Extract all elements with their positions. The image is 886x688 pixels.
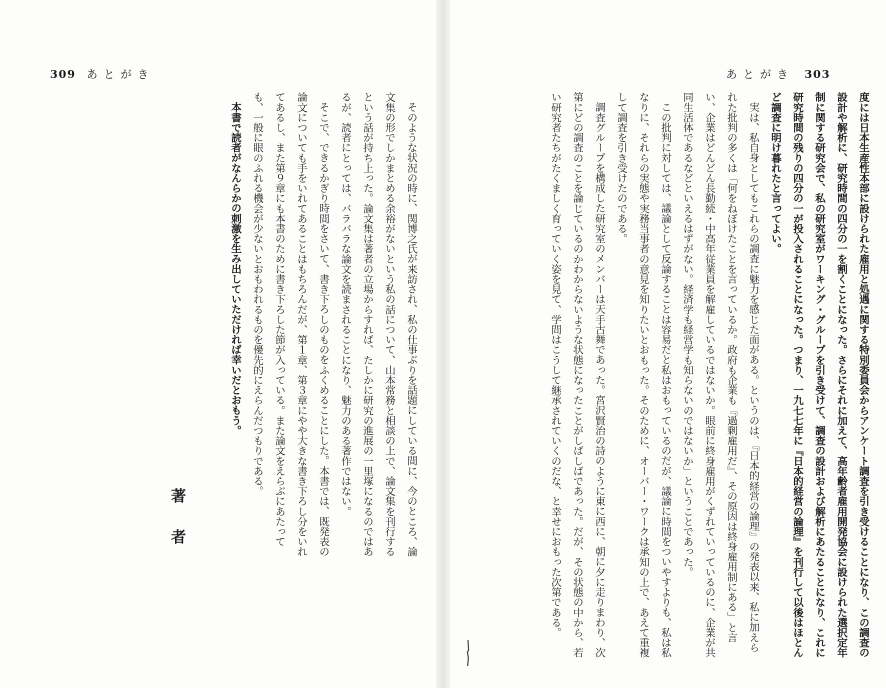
right-page-header: [720, 66, 830, 82]
right-paragraph-4: 調査グループを構成した研究室のメンバーは天手古舞であった。宮沢賢治の詩のように東に西に、朝に夕に走りまわり、次第にどの調査のことを論じているのかわからないような状態になったことがしばしばであった。だが、その状態の中から、若い研究者たちがたくましく育っていく姿を見て、学問はこうして継承されていくのだな、と幸せにおもった次第である。: [549, 92, 605, 658]
right-paragraph-2: 実は、私自身としてもこれらの調査に魅力を感じた面がある。というのは、『日本的経営の論理』の発表以来、私に加えられた批判の多くは「何をねぼけたことを言っているか。政府も企業も『過剰雇用だ』、その原因は終身雇用制にある」と言い、企業はどんどん長勤続・中高年従業員を解雇しているではないか。眼前に終身雇用がくずれていっているのに、企業が共同生活体であるなどといえるはずがない。経済学も経営学も知らないのではないか」ということであった。: [681, 92, 759, 658]
book-gutter: [436, 0, 450, 688]
right-running-title: あとがき: [726, 68, 794, 81]
left-paragraph-2: そこで、できるかぎり時間をさいて、書き下ろしのものをふくめることにした。本書では、既発表の論文についても手をいれてあることはもちろんだが、第１章、第３章にやや大きな書き下ろし分をいれてあるし、また第９章にも本書のために書き下ろした節が入っている。また論文をえらぶにあたっても、一般に眼のふれる機会が少ないとおもわれるものを優先的にえらんだつもりである。: [251, 92, 329, 557]
left-page-header: [50, 66, 160, 82]
left-paragraph-1: そのような状況の時に、関博之氏が来訪され、私の仕事ぶりを話題にしている間に、今のところ、論文集の形でしかまとめる余裕がないという私の話について、山本常務と相談の上で、論文集を刊行するという話が持ち上った。論文集は著者の立場からすれば、たしかに研究の進展の一里塚になるのではあるが、読者にとっては、バラバラな論文を読まされることになり、魅力のある著作ではない。: [339, 92, 417, 557]
right-page-number: 303: [804, 68, 831, 81]
author-signature: 著者: [169, 488, 187, 570]
left-page-body: [204, 92, 422, 562]
right-page-body: [458, 92, 874, 662]
left-page-number: 309: [50, 68, 76, 81]
left-running-title: あとがき: [86, 68, 155, 81]
right-paragraph-1: 度には日本生産性本部に設けられた雇用と処遇に関する特別委員会からアンケート調査を引き受けることになり、この調査の設計や解析に、研究時間の四分の一を割くことになった。さらにそれに加えて、高年齢者雇用開発協会に設けられた選択定年制に関する研究会で、私の研究室がワーキング・グループを引き受けて、調査の設計および解析にあたることになり、これに研究時間の残りの四分の一が投入されることになった。つまり、一九七七年に『日本的経営の論理』を刊行して以後はほとんど調査に明け暮れたと言ってよい。: [769, 92, 869, 658]
right-paragraph-3: この批判に対しては、議論として反論することは容易だと私はおもっているのだが、議論に時間をついやすよりも、私は私なりに、それらの実態や実務当事者の意見を知りたいとおもった。そのために、オーバー・ワークは承知の上で、あえて重複して調査を引き受けたのである。: [615, 92, 671, 658]
scan-mark-icon: [466, 640, 470, 666]
left-paragraph-3: 本書で読者がなんらかの刺激を生み出していただければ幸いだとおもう。: [229, 102, 241, 436]
